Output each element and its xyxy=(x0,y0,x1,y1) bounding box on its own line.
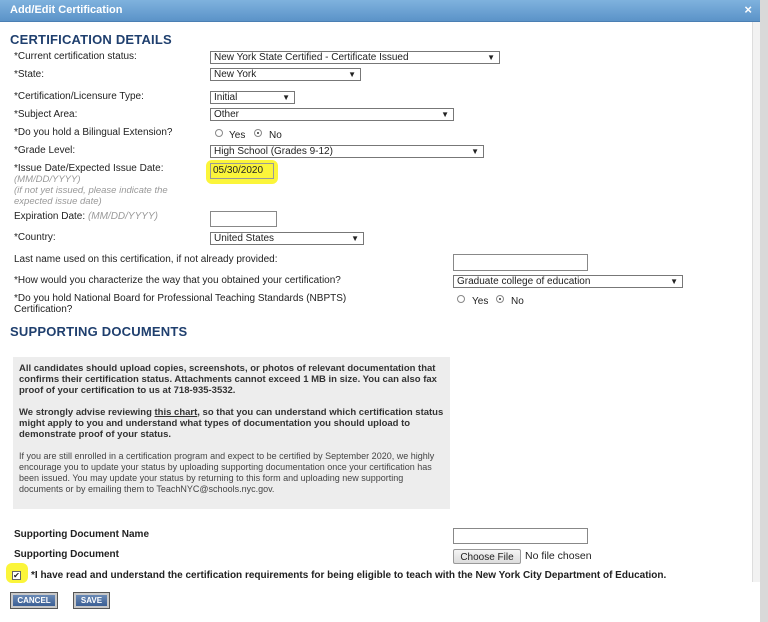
choose-file-button[interactable]: Choose File xyxy=(453,549,521,564)
info-paragraph-2 xyxy=(19,407,444,440)
grade-label: *Grade Level: xyxy=(14,145,76,156)
status-value: New York State Certified - Certificate Issued xyxy=(214,52,409,63)
issue-date-hint: (if not yet issued, please indicate the expected issue date) xyxy=(14,185,168,207)
file-status: No file chosen xyxy=(525,550,592,562)
chevron-down-icon: ▼ xyxy=(348,70,356,79)
doc-name-label: Supporting Document Name xyxy=(14,529,150,540)
doc-name-input[interactable] xyxy=(453,528,588,544)
state-select[interactable] xyxy=(210,68,361,81)
country-value: United States xyxy=(214,233,275,244)
expiration-date-input[interactable] xyxy=(210,211,277,227)
country-label: *Country: xyxy=(14,232,56,243)
issue-date-label: *Issue Date/Expected Issue Date: xyxy=(14,163,164,174)
state-value: New York xyxy=(214,69,257,80)
chevron-down-icon: ▼ xyxy=(351,234,359,243)
last-name-label: Last name used on this certification, if not already provided: xyxy=(14,254,278,265)
subject-label: *Subject Area: xyxy=(14,109,78,120)
nbpts-yes-radio[interactable] xyxy=(457,295,465,303)
close-icon[interactable]: × xyxy=(744,2,752,17)
background-page xyxy=(760,0,768,622)
nbpts-no-label: No xyxy=(511,296,524,307)
last-name-input[interactable] xyxy=(453,254,588,271)
agreement-checkbox[interactable]: ✔ xyxy=(13,571,20,580)
subject-value: Other xyxy=(214,109,240,120)
cancel-button[interactable]: CANCEL xyxy=(11,593,57,608)
info-p2-before: We strongly advise reviewing xyxy=(19,407,155,418)
nbpts-label-line2: Certification? xyxy=(14,304,73,315)
bilingual-yes-radio[interactable] xyxy=(215,129,223,137)
type-value: Initial xyxy=(214,92,238,103)
chevron-down-icon: ▼ xyxy=(441,110,449,119)
info-paragraph-3: If you are still enrolled in a certification program and expect to be certified by September 2020, we highly encourage you to update your status by uploading supporting documentation once your certification has been issued. You may update your status by returning to this form and uploading new supporting documents or by emailing them to TeachNYC@schools.nyc.gov. xyxy=(19,451,435,494)
doc-file-label: Supporting Document xyxy=(14,549,119,560)
type-label: *Certification/Licensure Type: xyxy=(14,91,144,102)
info-p2-after: , so that you can understand which certification status might apply to you and understand what types of documentation you should upload to demonstrate proof of your status. xyxy=(19,407,444,440)
status-label: *Current certification status: xyxy=(14,51,137,62)
info-box xyxy=(13,357,450,509)
save-button[interactable]: SAVE xyxy=(74,593,109,608)
bilingual-yes-label: Yes xyxy=(229,130,246,141)
bilingual-no-label: No xyxy=(269,130,282,141)
chart-link[interactable]: this chart xyxy=(154,407,198,418)
bilingual-no-radio[interactable] xyxy=(254,129,262,137)
issue-date-input[interactable] xyxy=(210,163,274,179)
obtained-select[interactable] xyxy=(453,275,683,288)
info-paragraph-1: All candidates should upload copies, screenshots, or photos of relevant documentation that confirms their certification status. Attachments cannot exceed 1 MB in size. You can also fax proof of your certification to us at 718-935-3532. xyxy=(19,363,437,396)
obtained-value: Graduate college of education xyxy=(457,276,591,287)
type-select[interactable] xyxy=(210,91,295,104)
nbpts-no-radio[interactable] xyxy=(496,295,504,303)
expiration-label-text: Expiration Date: xyxy=(14,211,86,222)
section-title-details: CERTIFICATION DETAILS xyxy=(10,32,172,47)
status-select[interactable] xyxy=(210,51,500,64)
chevron-down-icon: ▼ xyxy=(487,53,495,62)
dialog-title: Add/Edit Certification xyxy=(10,4,123,16)
bilingual-label: *Do you hold a Bilingual Extension? xyxy=(14,127,173,138)
agreement-text: *I have read and understand the certification requirements for being eligible to teach with the New York City Department of Education. xyxy=(31,570,667,581)
dialog-titlebar xyxy=(0,0,760,22)
section-title-documents: SUPPORTING DOCUMENTS xyxy=(10,324,188,339)
issue-date-format: (MM/DD/YYYY) xyxy=(14,174,81,185)
chevron-down-icon: ▼ xyxy=(670,277,678,286)
nbpts-label-line1: *Do you hold National Board for Professional Teaching Standards (NBPTS) xyxy=(14,293,347,304)
country-select[interactable] xyxy=(210,232,364,245)
nbpts-yes-label: Yes xyxy=(472,296,489,307)
chevron-down-icon: ▼ xyxy=(471,147,479,156)
chevron-down-icon: ▼ xyxy=(282,93,290,102)
expiration-label xyxy=(14,211,158,222)
subject-select[interactable] xyxy=(210,108,454,121)
obtained-label: *How would you characterize the way that you obtained your certification? xyxy=(14,275,341,286)
grade-select[interactable] xyxy=(210,145,484,158)
issue-date-value: 05/30/2020 xyxy=(213,165,264,176)
grade-value: High School (Grades 9-12) xyxy=(214,146,333,157)
state-label: *State: xyxy=(14,69,45,80)
expiration-format: (MM/DD/YYYY) xyxy=(87,211,158,222)
